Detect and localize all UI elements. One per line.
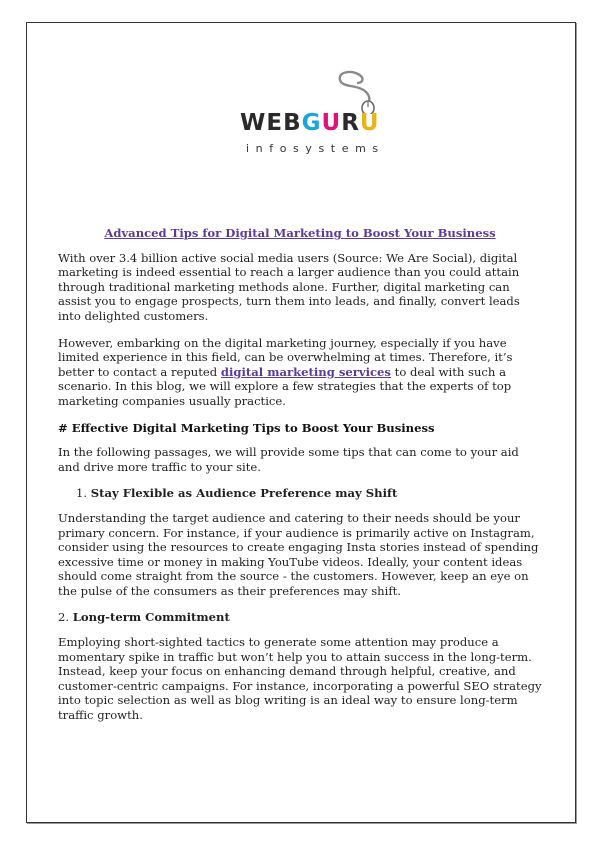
tip-2-number: 2. <box>58 610 70 625</box>
paragraph-commitment: Employing short-sighted tactics to generate some attention may produce a momentary spike in traffic but won’t help you to attain success in the long-term. Instead, keep your focus on enhancing demand through helpful, creative, and customer-centric campaigns. For instance, incorporating a powerful SEO strategy into topic selection as well as blog writing is an ideal way to ensure long-term traffic growth. <box>58 635 542 723</box>
paragraph-audience: Understanding the target audience and catering to their needs should be your primary concern. For instance, if your audience is primarily active on Instagram, consider using the resources to create engaging Insta stories instead of spending excessive time or money in making YouTube videos. Ideally, your content ideas should come straight from the source - the customers. However, keep an eye on the pulse of the consumers as their preferences may shift. <box>58 510 539 598</box>
webguru-logo <box>240 68 410 158</box>
article-body <box>58 226 542 735</box>
paragraph-journey <box>58 336 542 409</box>
tip-2-heading <box>58 610 542 625</box>
tip-2-label: Long-term Commitment <box>72 610 230 625</box>
paragraph-intro: With over 3.4 billion active social media users (Source: We Are Social), digital marketing is indeed essential to reach a larger audience than you could attain through traditional marketing methods alone. Further, digital marketing can assist you to engage prospects, turn them into leads, and finally, convert leads into delighted customers. <box>58 250 520 323</box>
article-title[interactable]: Advanced Tips for Digital Marketing to Boost Your Business <box>104 226 496 240</box>
section-heading: # Effective Digital Marketing Tips to Boost Your Business <box>58 420 435 435</box>
paragraph-journey-start: However, embarking on the digital marketing journey, especially if you have limited experience in this field, can be overwhelming at times. Therefore, it’s better to contact a reputed <box>58 335 513 379</box>
paragraph-journey-end: to deal with such a scenario. In this blog, we will explore a few strategies that the experts of top marketing companies usually practice. <box>58 364 512 408</box>
logo-web: WEB <box>240 110 302 136</box>
tip-1-label: Stay Flexible as Audience Preference may Shift <box>90 486 398 501</box>
logo-r: R <box>341 110 360 136</box>
tip-1-heading <box>58 486 542 501</box>
logo-u1: U <box>321 110 342 136</box>
logo-subtitle: infosystems <box>246 142 385 155</box>
tip-1-number: 1. <box>76 486 88 501</box>
logo-wordmark <box>240 112 380 135</box>
mouse-icon <box>328 68 380 114</box>
logo-u2: U <box>359 110 380 136</box>
logo-g: G <box>301 110 322 136</box>
digital-marketing-services-link[interactable]: digital marketing services <box>220 364 391 379</box>
paragraph-passages: In the following passages, we will provide some tips that can come to your aid and drive more traffic to your site. <box>58 445 519 474</box>
